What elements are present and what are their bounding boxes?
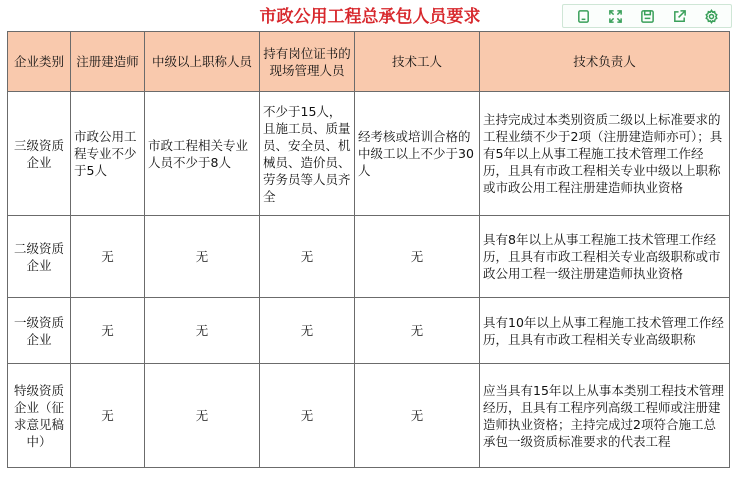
cell-intermediate-title: 无 [145, 364, 260, 468]
row-category: 一级资质企业 [8, 298, 71, 364]
table-header-row [8, 32, 730, 92]
header-technical-lead: 技术负责人 [480, 32, 730, 92]
header-site-management: 持有岗位证书的现场管理人员 [260, 32, 355, 92]
cell-intermediate-title: 无 [145, 298, 260, 364]
cell-technical-lead: 具有10年以上从事工程施工技术管理工作经历，且具有市政工程相关专业高级职称 [480, 298, 730, 364]
header-intermediate-title: 中级以上职称人员 [145, 32, 260, 92]
table-row [8, 92, 730, 216]
settings-icon[interactable] [701, 6, 721, 26]
header-technical-workers: 技术工人 [355, 32, 480, 92]
cell-technical-lead: 具有8年以上从事工程施工技术管理工作经历，且具有市政工程相关专业高级职称或市政公用工程一级注册建造师执业资格 [480, 216, 730, 298]
header-category: 企业类别 [8, 32, 71, 92]
copy-icon[interactable] [573, 6, 593, 26]
cell-intermediate-title: 市政工程相关专业人员不少于8人 [145, 92, 260, 216]
table-row [8, 298, 730, 364]
cell-site-management: 不少于15人，且施工员、质量员、安全员、机械员、造价员、劳务员等人员齐全 [260, 92, 355, 216]
cell-technical-lead: 主持完成过本类别资质二级以上标准要求的工程业绩不少于2项（注册建造师亦可）；具有5年以上从事工程施工技术管理工作经历，且具有市政工程相关专业中级以上职称或市政公用工程注册建造师执业资格 [480, 92, 730, 216]
row-category: 三级资质企业 [8, 92, 71, 216]
table-row [8, 364, 730, 468]
cell-site-management: 无 [260, 364, 355, 468]
cell-intermediate-title: 无 [145, 216, 260, 298]
header-registered-builder: 注册建造师 [71, 32, 145, 92]
cell-registered-builder: 无 [71, 298, 145, 364]
table-row [8, 216, 730, 298]
cell-registered-builder: 无 [71, 364, 145, 468]
cell-site-management: 无 [260, 216, 355, 298]
cell-registered-builder: 无 [71, 216, 145, 298]
expand-icon[interactable] [605, 6, 625, 26]
share-icon[interactable] [669, 6, 689, 26]
cell-technical-lead: 应当具有15年以上从事本类别工程技术管理经历，且具有工程序列高级工程师或注册建造师执业资格；主持完成过2项符合施工总承包一级资质标准要求的代表工程 [480, 364, 730, 468]
toolbar [562, 4, 732, 28]
cell-registered-builder: 市政公用工程专业不少于5人 [71, 92, 145, 216]
row-category: 特级资质企业（征求意见稿中） [8, 364, 71, 468]
cell-technical-workers: 经考核或培训合格的中级工以上不少于30人 [355, 92, 480, 216]
cell-technical-workers: 无 [355, 216, 480, 298]
cell-technical-workers: 无 [355, 298, 480, 364]
requirements-table [7, 31, 730, 468]
page-title: 市政公用工程总承包人员要求 [259, 7, 481, 27]
cell-site-management: 无 [260, 298, 355, 364]
row-category: 二级资质企业 [8, 216, 71, 298]
save-icon[interactable] [637, 6, 657, 26]
cell-technical-workers: 无 [355, 364, 480, 468]
